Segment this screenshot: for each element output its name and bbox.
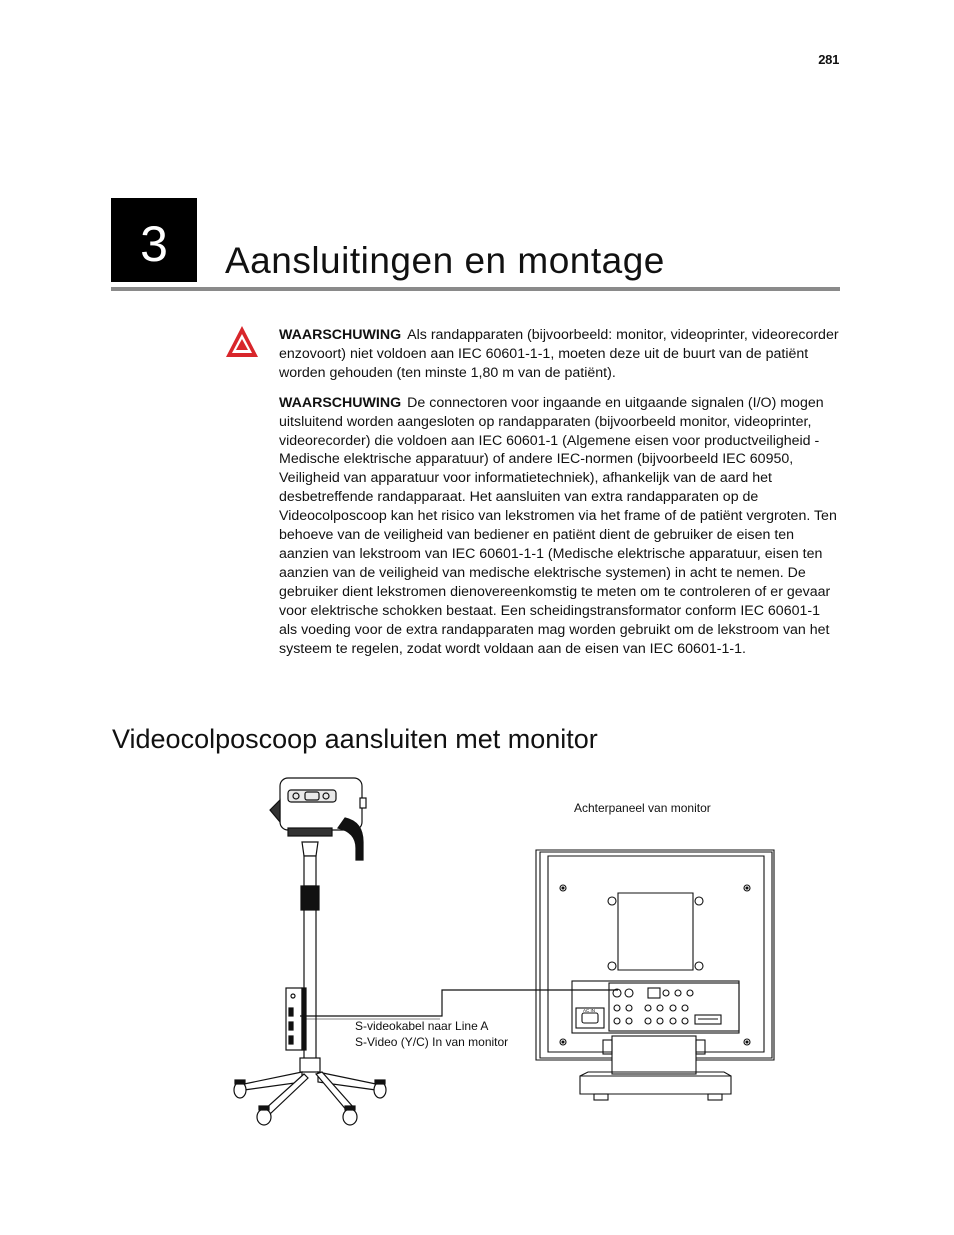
title-rule [111, 287, 840, 291]
warning-text: Als randapparaten (bijvoorbeeld: monitor, videoprinter, videorecorder enzovoort) niet voldoen aan IEC 60601-1-1, moeten deze uit de buurt van de patiënt worden gehouden (ten minste 1,80 m van de patiënt). [279, 327, 839, 381]
cable-caption-line-1: S-videokabel naar Line A [355, 1019, 489, 1033]
warnings-block [279, 326, 841, 669]
warning-label: WAARSCHUWING [279, 394, 402, 411]
section-heading: Videocolposcoop aansluiten met monitor [112, 724, 598, 755]
ac-in-label: AC IN [583, 1008, 596, 1013]
warning-text: De connectoren voor ingaande en uitgaande signalen (I/O) mogen uitsluitend worden aangesloten op randapparaten (bijvoorbeeld monitor, videoprinter, videorecorder) die voldoen aan IEC 60601-1 (Algemene eisen voor productveiligheid - Medische elektrische apparatuur) of andere IEC-normen (bijvoorbeeld IEC 60950, Veiligheid van apparatuur voor informatietechniek), afhankelijk van de aard het desbetreffende randapparaat. Het aansluiten van extra randapparaten op de Videocolposcoop kan het risico van lekstromen via het frame of de patiënt vergroten. Ten behoeve van de veiligheid van bediener en patiënt dient de gebruiker de eisen ten aanzien van lekstroom van IEC 60601-1-1 (Medische elektrische apparatuur, eisen ten aanzien van de veiligheid van medische elektrische systemen) in acht te nemen. De gebruiker dient lekstromen dienovereenkomstig te meten om te controleren of er gevaar voor elektrische schokken bestaat. Een scheidingstransformator conform IEC 60601-1 als voeding voor de extra randapparaten mag worden gebruikt om de lekstroom van het systeem te regelen, zodat wordt voldaan aan de eisen van IEC 60601-1-1. [279, 394, 837, 657]
chapter-number-box [111, 198, 197, 282]
monitor-illustration [536, 850, 774, 1100]
chapter-number: 3 [140, 216, 168, 272]
monitor-back-panel-caption: Achterpaneel van monitor [574, 801, 711, 815]
s-video-cable-caption [355, 1018, 508, 1050]
warning-paragraph-2 [279, 394, 841, 659]
connection-diagram [225, 770, 785, 1140]
warning-paragraph-1 [279, 326, 841, 383]
chapter-title: Aansluitingen en montage [225, 240, 665, 281]
warning-label: WAARSCHUWING [279, 327, 402, 343]
colposcope-stand-illustration [234, 778, 386, 1125]
warning-triangle-icon [224, 324, 260, 360]
cable-caption-line-2: S-Video (Y/C) In van monitor [355, 1035, 509, 1049]
page-number: 281 [818, 52, 839, 67]
